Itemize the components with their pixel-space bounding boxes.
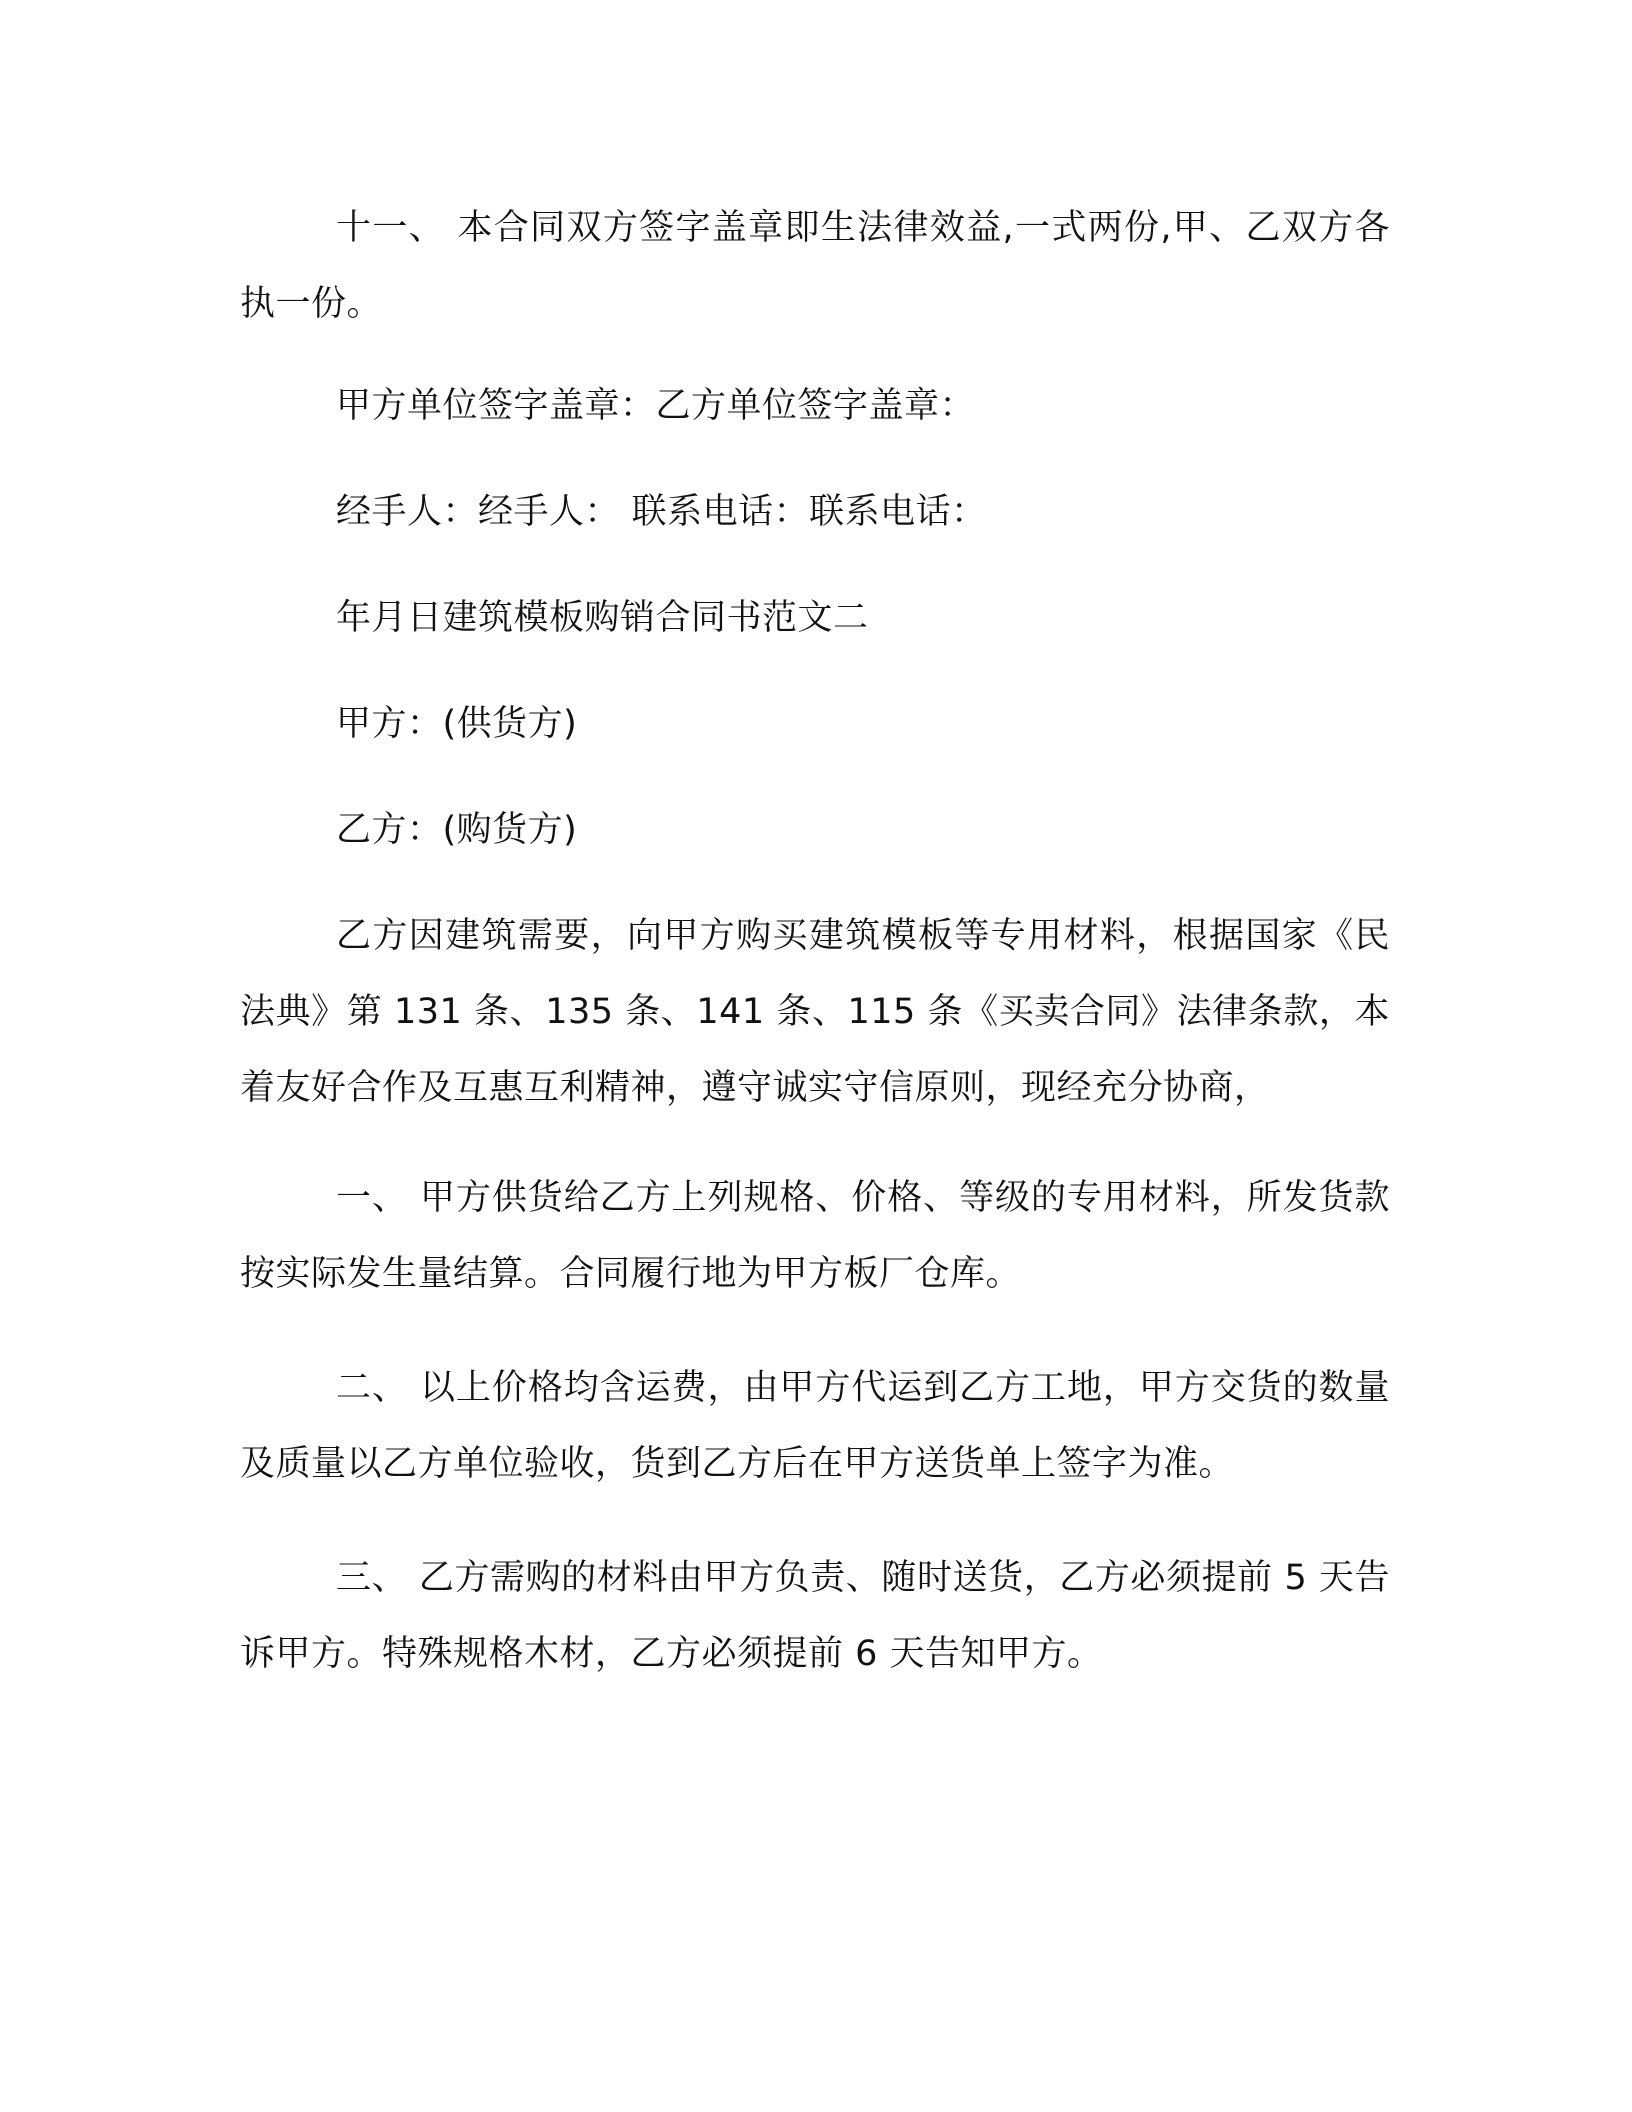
paragraph-signatures: 甲方单位签字盖章：乙方单位签字盖章： xyxy=(336,386,976,426)
paragraph-party-a: 甲方：(供货方) xyxy=(336,704,578,744)
paragraph-clause-11: 十一、 本合同双方签字盖章即生法律效益,一式两份,甲、乙双方各执一份。 xyxy=(240,208,1390,324)
paragraph-preamble: 乙方因建筑需要，向甲方购买建筑模板等专用材料，根据国家《民法典》第 131 条、135 条、141 条、115 条《买卖合同》法律条款，本着友好合作及互惠互利精神，遵守诚实守信原则，现经充分协商， xyxy=(240,916,1390,1108)
paragraph-date-title: 年月日建筑模板购销合同书范文二 xyxy=(336,598,869,638)
paragraph-handlers: 经手人：经手人： 联系电话：联系电话： xyxy=(336,492,987,532)
document-page xyxy=(240,190,1390,1692)
paragraph-party-b: 乙方：(购货方) xyxy=(336,810,578,850)
paragraph-clause-1: 一、 甲方供货给乙方上列规格、价格、等级的专用材料，所发货款按实际发生量结算。合同履行地为甲方板厂仓库。 xyxy=(240,1178,1390,1294)
paragraph-clause-2: 二、 以上价格均含运费，由甲方代运到乙方工地，甲方交货的数量及质量以乙方单位验收，货到乙方后在甲方送货单上签字为准。 xyxy=(240,1368,1390,1484)
paragraph-clause-3: 三、 乙方需购的材料由甲方负责、随时送货，乙方必须提前 5 天告诉甲方。特殊规格木材，乙方必须提前 6 天告知甲方。 xyxy=(240,1558,1390,1674)
